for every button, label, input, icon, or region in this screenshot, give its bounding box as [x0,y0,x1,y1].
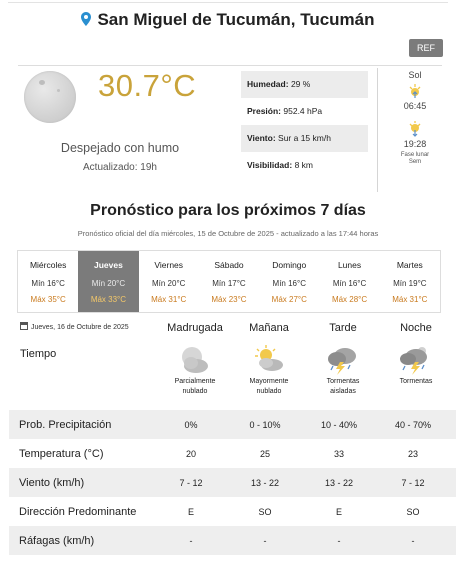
table-row [9,526,456,555]
row-label: Temperatura (°C) [19,447,104,460]
row-label: Dirección Predominante [19,505,137,518]
calendar-icon [20,322,28,330]
location-pin-icon [81,12,91,26]
cell: 40 - 70% [394,419,432,430]
detail-date: Jueves, 16 de Octubre de 2025 [20,322,129,331]
weather-label-tarde: Tormentas aisladas [326,378,360,395]
storms-icon [398,344,432,376]
current-stats [241,71,368,179]
header-divider [18,65,442,66]
cell: E [187,506,194,517]
table-row [9,497,456,526]
day-tab-viernes[interactable]: Viernes Mín 20°C Máx 31°C [151,260,187,304]
cell: 7 - 12 [179,477,203,488]
day-tab-martes[interactable]: Martes Mín 19°C Máx 31°C [392,260,428,304]
ref-button[interactable]: REF [409,39,443,57]
updated-time: Actualizado: 19h [83,162,157,173]
weather-label-manana: Mayormente nublado [249,378,289,395]
day-tab-domingo[interactable]: Domingo Mín 16°C Máx 27°C [271,260,307,304]
period-header-noche: Noche [400,322,432,334]
table-row [9,410,456,439]
weather-label-madrugada: Parcialmente nublado [174,378,216,395]
period-header-tarde: Tarde [329,322,357,334]
forecast-subheading: Pronóstico oficial del día miércoles, 15 de Octubre de 2025 - actualizado a las 17:44 horas [77,229,379,238]
cell: - [189,535,193,546]
detail-table [9,410,456,555]
sunset-time: 19:28 [403,139,427,149]
day-tab-miercoles[interactable]: Miércoles Mín 16°C Máx 35°C [29,260,67,304]
moon-phase: Fase lunar Sem [400,152,430,165]
cell: 20 [185,448,196,459]
cell: 33 [333,448,344,459]
day-tabs [17,250,441,313]
table-row [9,468,456,497]
partly-cloudy-night-icon [178,344,212,376]
stat-visibility: Visibilidad: 8 km [247,160,313,170]
row-label: Ráfagas (km/h) [19,534,95,547]
cell: - [411,535,415,546]
cell: SO [406,506,420,517]
cell: 0 - 10% [249,419,281,430]
cell: 13 - 22 [250,477,280,488]
current-condition: Despejado con humo [60,141,180,155]
clear-night-moon-icon [24,71,76,123]
cell: 0% [184,419,198,430]
day-tab-sabado[interactable]: Sábado Mín 17°C Máx 23°C [211,260,247,304]
forecast-heading: Pronóstico para los próximos 7 días [90,202,366,219]
cell: 13 - 22 [324,477,354,488]
period-header-manana: Mañana [249,322,289,334]
table-row [9,439,456,468]
sun-divider [377,68,378,192]
current-temperature: 30.7°C [98,68,197,103]
cell: - [263,535,267,546]
sunrise-icon [407,83,423,99]
top-divider [8,0,448,3]
location-name: San Miguel de Tucumán, Tucumán [97,10,375,29]
sunset-icon [407,121,423,137]
day-tab-lunes[interactable]: Lunes Mín 16°C Máx 28°C [331,260,368,304]
tiempo-label: Tiempo [20,348,57,360]
row-label: Viento (km/h) [19,476,85,489]
stat-wind: Viento: Sur a 15 km/h [241,125,368,152]
cell: 23 [407,448,418,459]
cell: E [335,506,342,517]
weather-label-noche: Tormentas [399,378,433,385]
isolated-storms-icon [325,344,359,376]
cell: 7 - 12 [401,477,425,488]
row-label: Prob. Precipitación [19,418,112,431]
stat-pressure: Presión: 952.4 hPa [247,106,323,116]
cell: - [337,535,341,546]
sunrise-time: 06:45 [403,101,427,111]
cell: 25 [259,448,270,459]
cell: 10 - 40% [320,419,358,430]
day-tab-jueves[interactable]: Jueves Mín 20°C Máx 33°C [78,251,138,312]
sun-title: Sol [408,70,422,80]
stat-humidity: Humedad: 29 % [241,71,368,98]
cell: SO [258,506,272,517]
mostly-cloudy-icon [252,344,286,376]
location-title [0,10,456,30]
period-header-madrugada: Madrugada [167,322,223,334]
sun-panel [395,68,435,166]
